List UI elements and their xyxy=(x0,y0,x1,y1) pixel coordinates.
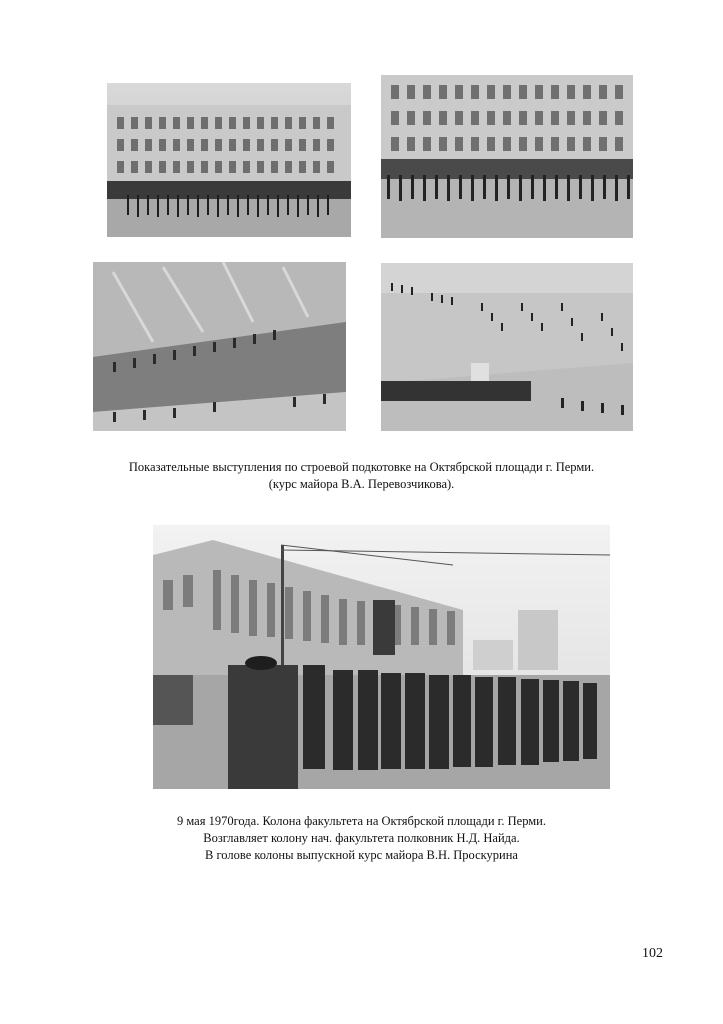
caption-parade-line3: В голове колоны выпускной курс майора В.Н. Проскурина xyxy=(205,848,518,862)
caption-may-9-parade xyxy=(0,813,723,864)
photo-drill-formation-left xyxy=(93,262,346,431)
photo-parade-building-left xyxy=(107,83,351,237)
caption-parade-line2: Возглавляет колону нач. факультета полковник Н.Д. Найда. xyxy=(203,831,520,845)
photo-faculty-column-march xyxy=(153,525,610,789)
page-number: 102 xyxy=(642,946,663,961)
caption-drill-demonstration xyxy=(0,459,723,493)
photo-drill-formation-numerals xyxy=(381,263,633,431)
photo-parade-building-right xyxy=(381,75,633,238)
caption-drill-line1: Показательные выступления по строевой подкотовке на Октябрской площади г. Перми. xyxy=(128,460,595,474)
caption-parade-line1: 9 мая 1970года. Колона факультета на Октябрской площади г. Перми. xyxy=(176,814,546,828)
caption-drill-line2: (курс майора В.А. Перевозчикова). xyxy=(268,477,455,491)
